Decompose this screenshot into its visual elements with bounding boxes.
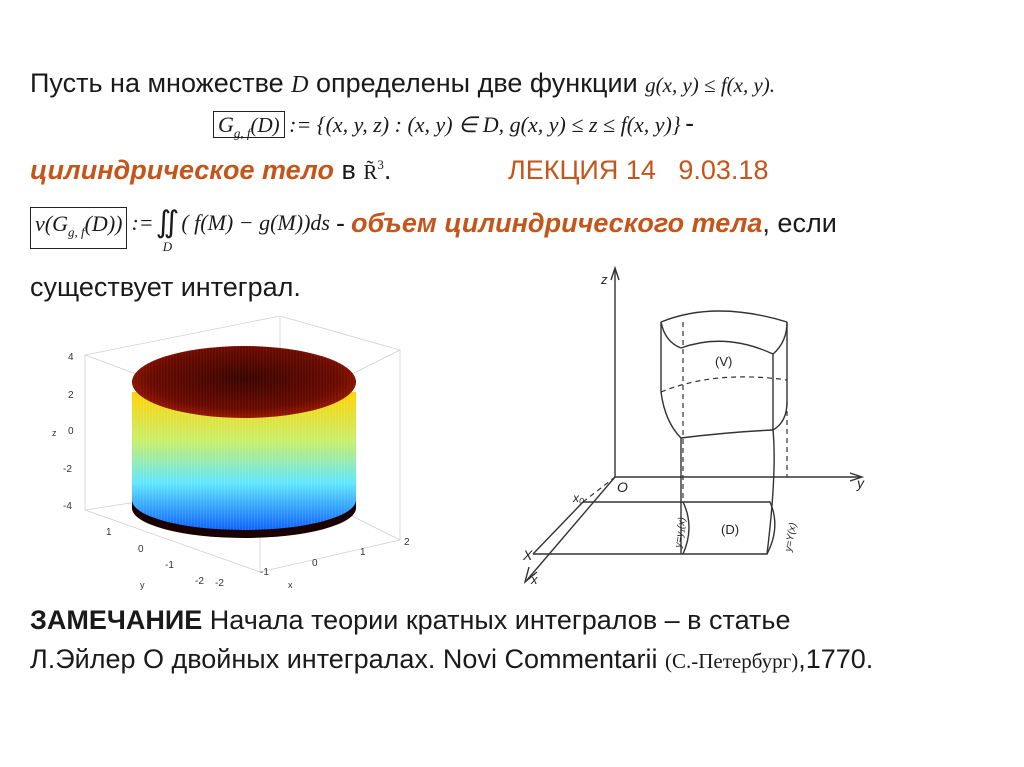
remark-line-1 [30, 605, 790, 636]
x-tick: -2 [215, 578, 224, 589]
volume-term: объем цилиндрического тела [350, 208, 763, 238]
sketch-y-label: y [857, 475, 864, 491]
in-word: в [341, 155, 356, 185]
intro-text: Пусть на множестве [30, 68, 284, 98]
definition-dash: - [685, 108, 695, 138]
cylinder-surface [132, 346, 356, 538]
y-tick: 0 [138, 544, 144, 555]
intro-line [30, 68, 775, 99]
definition-line [213, 108, 694, 141]
volume-sub: g, f [67, 224, 85, 240]
inequality-formula: g(x, y) ≤ f(x, y). [645, 73, 776, 97]
y-axis-label: y [140, 580, 145, 590]
remark-year: ,1770. [798, 644, 874, 674]
z-tick: 2 [68, 390, 74, 401]
x-axis-label: x [288, 580, 293, 590]
volume-label: v(G [35, 211, 68, 236]
y-tick: 1 [106, 527, 112, 538]
lecture-label: ЛЕКЦИЯ 14 9.03.18 [508, 155, 769, 185]
x-tick: 1 [360, 547, 366, 558]
remark-place: (С.-Петербург) [665, 649, 799, 673]
term-dot: . [383, 155, 392, 185]
z-tick: -4 [63, 501, 72, 512]
sketch-x-label-upper: X [523, 547, 533, 563]
set-definition: := {(x, y, z) : (x, y) ∈ D, g(x, y) ≤ z ≤ f(x, y)} [289, 112, 681, 137]
space-symbol: R̃ [363, 160, 378, 184]
sketch-curve-right: y=Y(x) [783, 521, 800, 553]
remark-text-1: Начала теории кратных интегралов – в статье [202, 605, 791, 635]
g-set-label: G [218, 112, 234, 137]
volume-dash: - [335, 208, 345, 238]
x-tick: -1 [260, 567, 269, 578]
remark-title: ЗАМЕЧАНИЕ [30, 605, 203, 635]
z-tick: 0 [68, 426, 74, 437]
z-tick: 4 [68, 352, 74, 363]
volume-condition: , если [762, 208, 837, 238]
volume-line [30, 207, 837, 255]
sketch-volume-label: (V) [715, 354, 733, 369]
cylinder-sketch [515, 262, 875, 592]
x-tick: 2 [404, 537, 410, 548]
exists-line: существует интеграл. [30, 272, 301, 302]
z-ticks [52, 352, 74, 512]
integrand: ( f(M) − g(M))ds [181, 210, 330, 235]
volume-box [30, 207, 127, 249]
g-set-box [213, 111, 285, 141]
z-axis-label: z [52, 428, 57, 438]
x-axis [527, 477, 615, 580]
integral-domain: D [162, 239, 173, 254]
z-tick: -2 [63, 464, 72, 475]
sketch-z-label: z [601, 272, 608, 287]
double-integral [156, 207, 180, 255]
y-tick: -1 [165, 560, 174, 571]
y-ticks [106, 527, 204, 590]
term-line [30, 155, 391, 186]
volume-arg: (D)) [84, 211, 123, 236]
g-set-sub: g, f [233, 125, 251, 141]
remark-line-2 [30, 644, 873, 675]
intro-text-2: определены две функции [316, 68, 638, 98]
space-exp: 3 [377, 157, 384, 172]
cylinder-term: цилиндрическое тело [30, 155, 334, 185]
sketch-curve-left: y=y₁(x) [673, 516, 689, 549]
sketch-x-label: x [531, 572, 538, 587]
integral-sign: ∬ [155, 206, 180, 239]
sketch-x0-label: x₀ [573, 491, 585, 505]
g-set-arg: (D) [250, 113, 280, 137]
x-tick: 0 [312, 558, 318, 569]
y-tick: -2 [195, 576, 204, 587]
set-symbol: D [291, 72, 309, 98]
volume-assign: := [131, 210, 154, 235]
x-ticks [215, 537, 410, 590]
sketch-region-label: (D) [721, 522, 740, 537]
remark-text-2: Л.Эйлер О двойных интегралах. Novi Commentarii [30, 644, 665, 674]
cylinder-3d-plot [20, 310, 440, 600]
sketch-origin-label: O [617, 479, 628, 495]
